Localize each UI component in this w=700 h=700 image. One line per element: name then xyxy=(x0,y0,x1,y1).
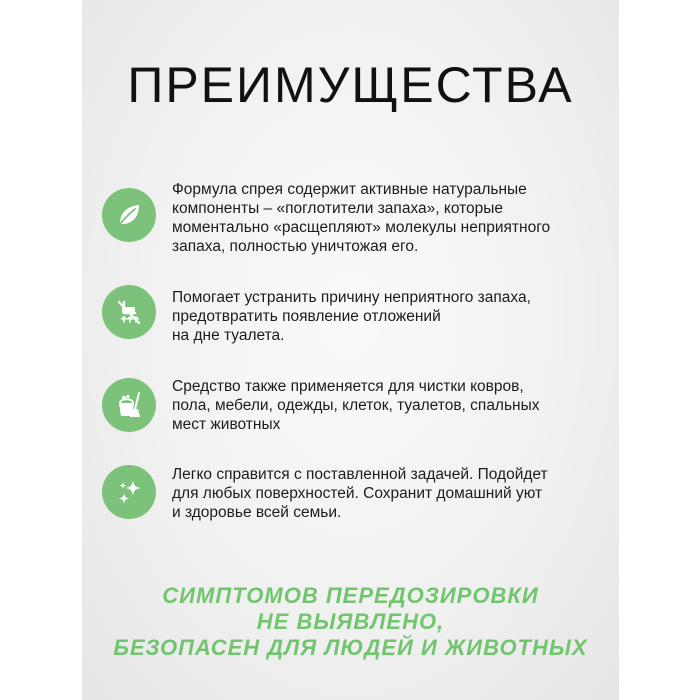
feature-item-versatile-use xyxy=(102,377,602,447)
feature-text: Помогает устранить причину неприятного запаха, предотвратить появление отложений на дне туалета. xyxy=(172,289,531,344)
feature-item-natural-formula xyxy=(102,180,602,255)
product-card xyxy=(82,0,619,700)
safety-note xyxy=(82,583,619,661)
safety-note-line: СИМПТОМОВ ПЕРЕДОЗИРОВКИ xyxy=(162,583,539,608)
no-odor-icon xyxy=(102,285,156,339)
safety-note-line: НЕ ВЫЯВЛЕНО, xyxy=(256,609,445,634)
cleaning-bucket-icon xyxy=(102,378,156,432)
page-title: ПРЕИМУЩЕСТВА xyxy=(127,57,574,113)
feature-item-eliminate-cause xyxy=(102,288,602,358)
feature-item-any-surface xyxy=(102,465,602,535)
feature-text: Формула спрея содержит активные натуральные компоненты – «поглотители запаха», которые моментально «расщепляют» молекулы неприятного запаха, полностью уничтожая его. xyxy=(172,181,551,255)
sparkles-icon xyxy=(102,465,156,519)
leaf-icon xyxy=(102,188,156,242)
feature-text: Средство также применяется для чистки ковров, пола, мебели, одежды, клеток, туалетов, спальных мест животных xyxy=(172,378,540,433)
feature-text: Легко справится с поставленной задачей. Подойдет для любых поверхностей. Сохранит домашний уют и здоровье всей семьи. xyxy=(172,466,548,521)
safety-note-line: БЕЗОПАСЕН ДЛЯ ЛЮДЕЙ И ЖИВОТНЫХ xyxy=(113,635,588,660)
